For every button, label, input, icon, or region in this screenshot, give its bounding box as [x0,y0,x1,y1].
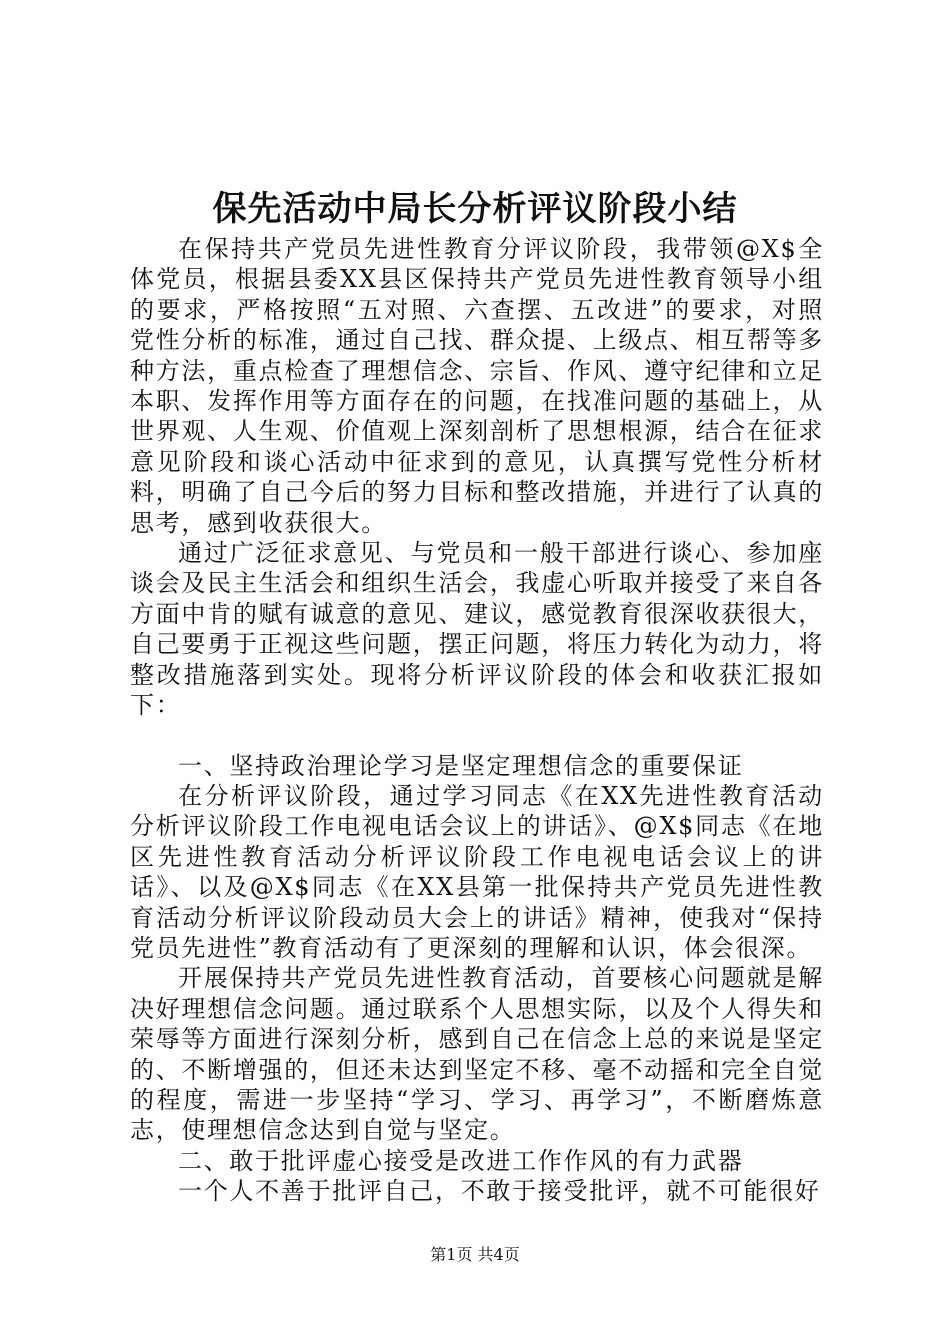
paragraph: 在分析评议阶段，通过学习同志《在XX先进性教育活动分析评议阶段工作电视电话会议上的讲话》、@X$同志《在地区先进性教育活动分析评议阶段工作电视电话会议上的讲话》、以及@X$同志《在XX县第一批保持共产党员先进性教育活动分析评议阶段动员大会上的讲话》精神，使我对“保持党员先进性”教育活动有了更深刻的理解和认识，体会很深。 [130,781,824,962]
section-heading: 二、敢于批评虚心接受是改进工作作风的有力武器 [178,1146,744,1175]
document-title: 保先活动中局长分析评议阶段小结 [212,189,738,229]
page-number: 第1页 共4页 [430,1245,520,1264]
paragraph-spacer [130,721,824,751]
paragraph: 在保持共产党员先进性教育分评议阶段，我带领@X$全体党员，根据县委XX县区保持共产党员先进性教育领导小组的要求，严格按照“五对照、六查摆、五改进”的要求，对照党性分析的标准，通过自己找、群众提、上级点、相互帮等多种方法，重点检查了理想信念、宗旨、作风、遵守纪律和立足本职、发挥作用等方面存在的问题，在找准问题的基础上，从世界观、人生观、价值观上深刻剖析了思想根源，结合在征求意见阶段和谈心活动中征求到的意见，认真撰写党性分析材料，明确了自己今后的努力目标和整改措施，并进行了认真的思考，感到收获很大。 [130,235,824,537]
document-body [130,234,824,1207]
section-heading: 一、坚持政治理论学习是坚定理想信念的重要保证 [178,751,744,780]
paragraph: 通过广泛征求意见、与党员和一般干部进行谈心、参加座谈会及民主生活会和组织生活会，我虚心听取并接受了来自各方面中肯的赋有诚意的意见、建议，感觉教育很深收获很大，自己要勇于正视这些问题，摆正问题，将压力转化为动力，将整改措施落到实处。现将分析评议阶段的体会和收获汇报如下： [130,539,824,720]
paragraph: 开展保持共产党员先进性教育活动，首要核心问题就是解决好理想信念问题。通过联系个人思想实际，以及个人得失和荣辱等方面进行深刻分析，感到自己在信念上总的来说是坚定的、不断增强的，但还未达到坚定不移、毫不动摇和完全自觉的程度，需进一步坚持“学习、学习、再学习”，不断磨炼意志，使理想信念达到自觉与坚定。 [130,964,824,1145]
paragraph: 一个人不善于批评自己，不敢于接受批评，就不可能很好 [178,1177,821,1206]
